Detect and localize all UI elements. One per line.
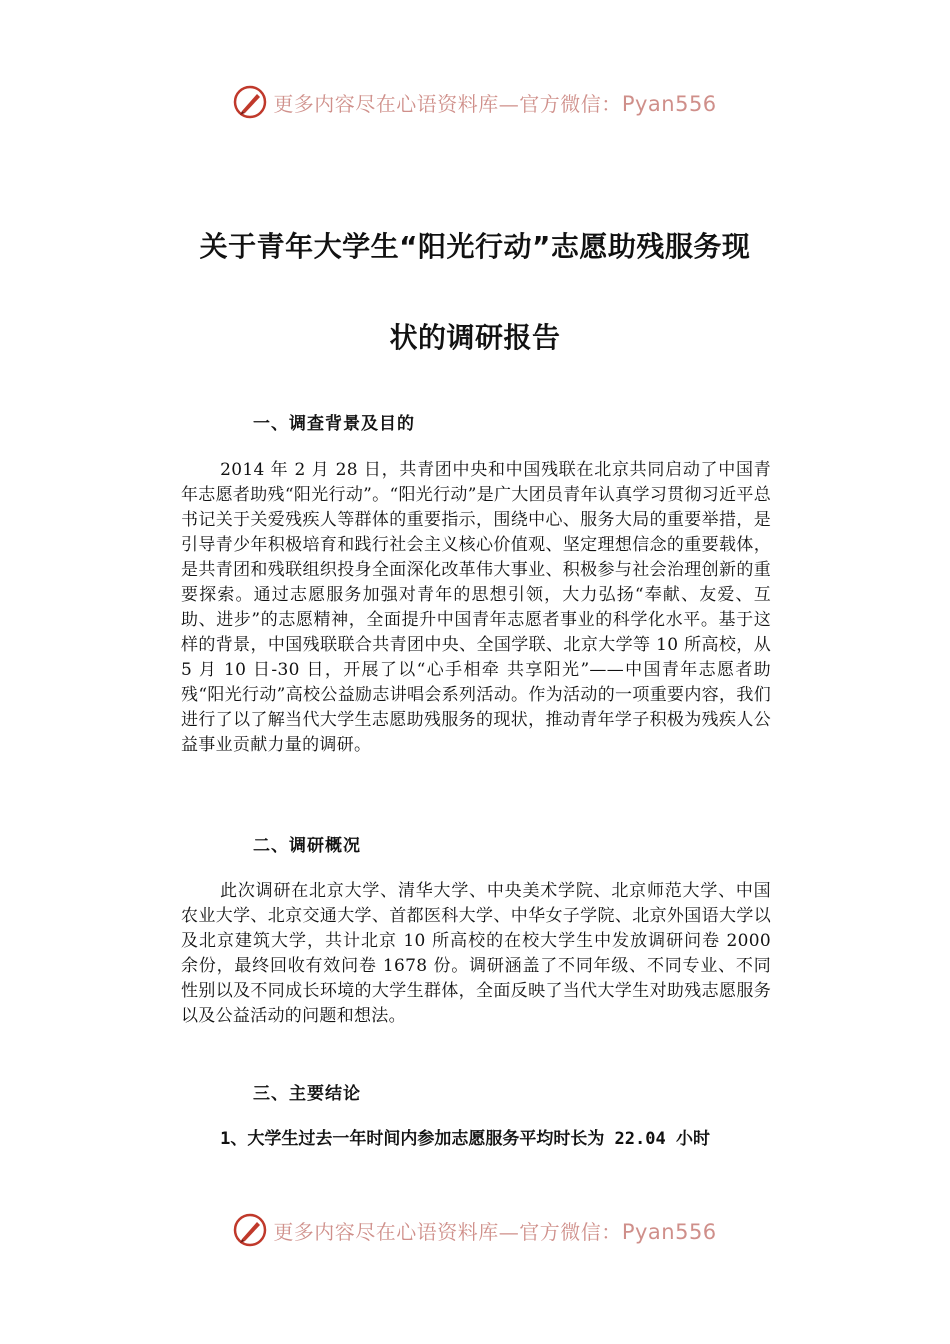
watermark-text: 更多内容尽在心语资料库—官方微信：Pyan556 — [273, 1219, 717, 1244]
document-title-line-2: 状的调研报告 — [389, 321, 561, 354]
document-title-line-1: 关于青年大学生“阳光行动”志愿助残服务现 — [199, 230, 751, 263]
section-body-overview: 此次调研在北京大学、清华大学、中央美术学院、北京师范大学、中国农业大学、北京交通大学、首都医科大学、中华女子学院、北京外国语大学以及北京建筑大学，共计北京 10 所高校的在校大学生中发放调研问卷 2000 余份，最终回收有效问卷 1678 份。调研涵盖了不同年级、不同专业、不同性别以及不同成长环境的大学生群体，全面反映了当代大学生对助残志愿服务以及公益活动的问题和想法。 — [181, 881, 771, 1026]
section-heading-background: 一、调查背景及目的 — [253, 414, 415, 434]
section-heading-conclusions: 三、主要结论 — [253, 1084, 361, 1104]
section-heading-overview: 二、调研概况 — [253, 836, 361, 856]
watermark-wechat-id: Pyan556 — [621, 1219, 717, 1244]
section-body-background: 2014 年 2 月 28 日，共青团中央和中国残联在北京共同启动了中国青年志愿者助残“阳光行动”。“阳光行动”是广大团员青年认真学习贯彻习近平总书记关于关爱残疾人等群体的重要指示，围绕中心、服务大局的重要举措，是引导青少年积极培育和践行社会主义核心价值观、坚定理想信念的重要载体，是共青团和残联组织投身全面深化改革伟大事业、积极参与社会治理创新的重要探索。通过志愿服务加强对青年的思想引领，大力弘扬“奉献、友爱、互助、进步”的志愿精神，全面提升中国青年志愿者事业的科学化水平。基于这样的背景，中国残联联合共青团中央、全国学联、北京大学等 10 所高校，从 5 月 10 日-30 日，开展了以“心手相牵 共享阳光”——中国青年志愿者助残“阳光行动”高校公益励志讲唱会系列活动。作为活动的一项重要内容，我们进行了以了解当代大学生志愿助残服务的现状，推动青年学子积极为残疾人公益事业贡献力量的调研。 — [181, 460, 771, 755]
pen-logo-icon — [233, 85, 267, 119]
pen-logo-icon — [233, 1213, 267, 1247]
watermark-wechat-id: Pyan556 — [621, 91, 717, 116]
footer-watermark — [0, 1210, 950, 1250]
watermark-text: 更多内容尽在心语资料库—官方微信：Pyan556 — [273, 91, 717, 116]
header-watermark — [0, 82, 950, 122]
conclusion-subheading-1: 1、大学生过去一年时间内参加志愿服务平均时长为 22.04 小时 — [220, 1129, 710, 1149]
